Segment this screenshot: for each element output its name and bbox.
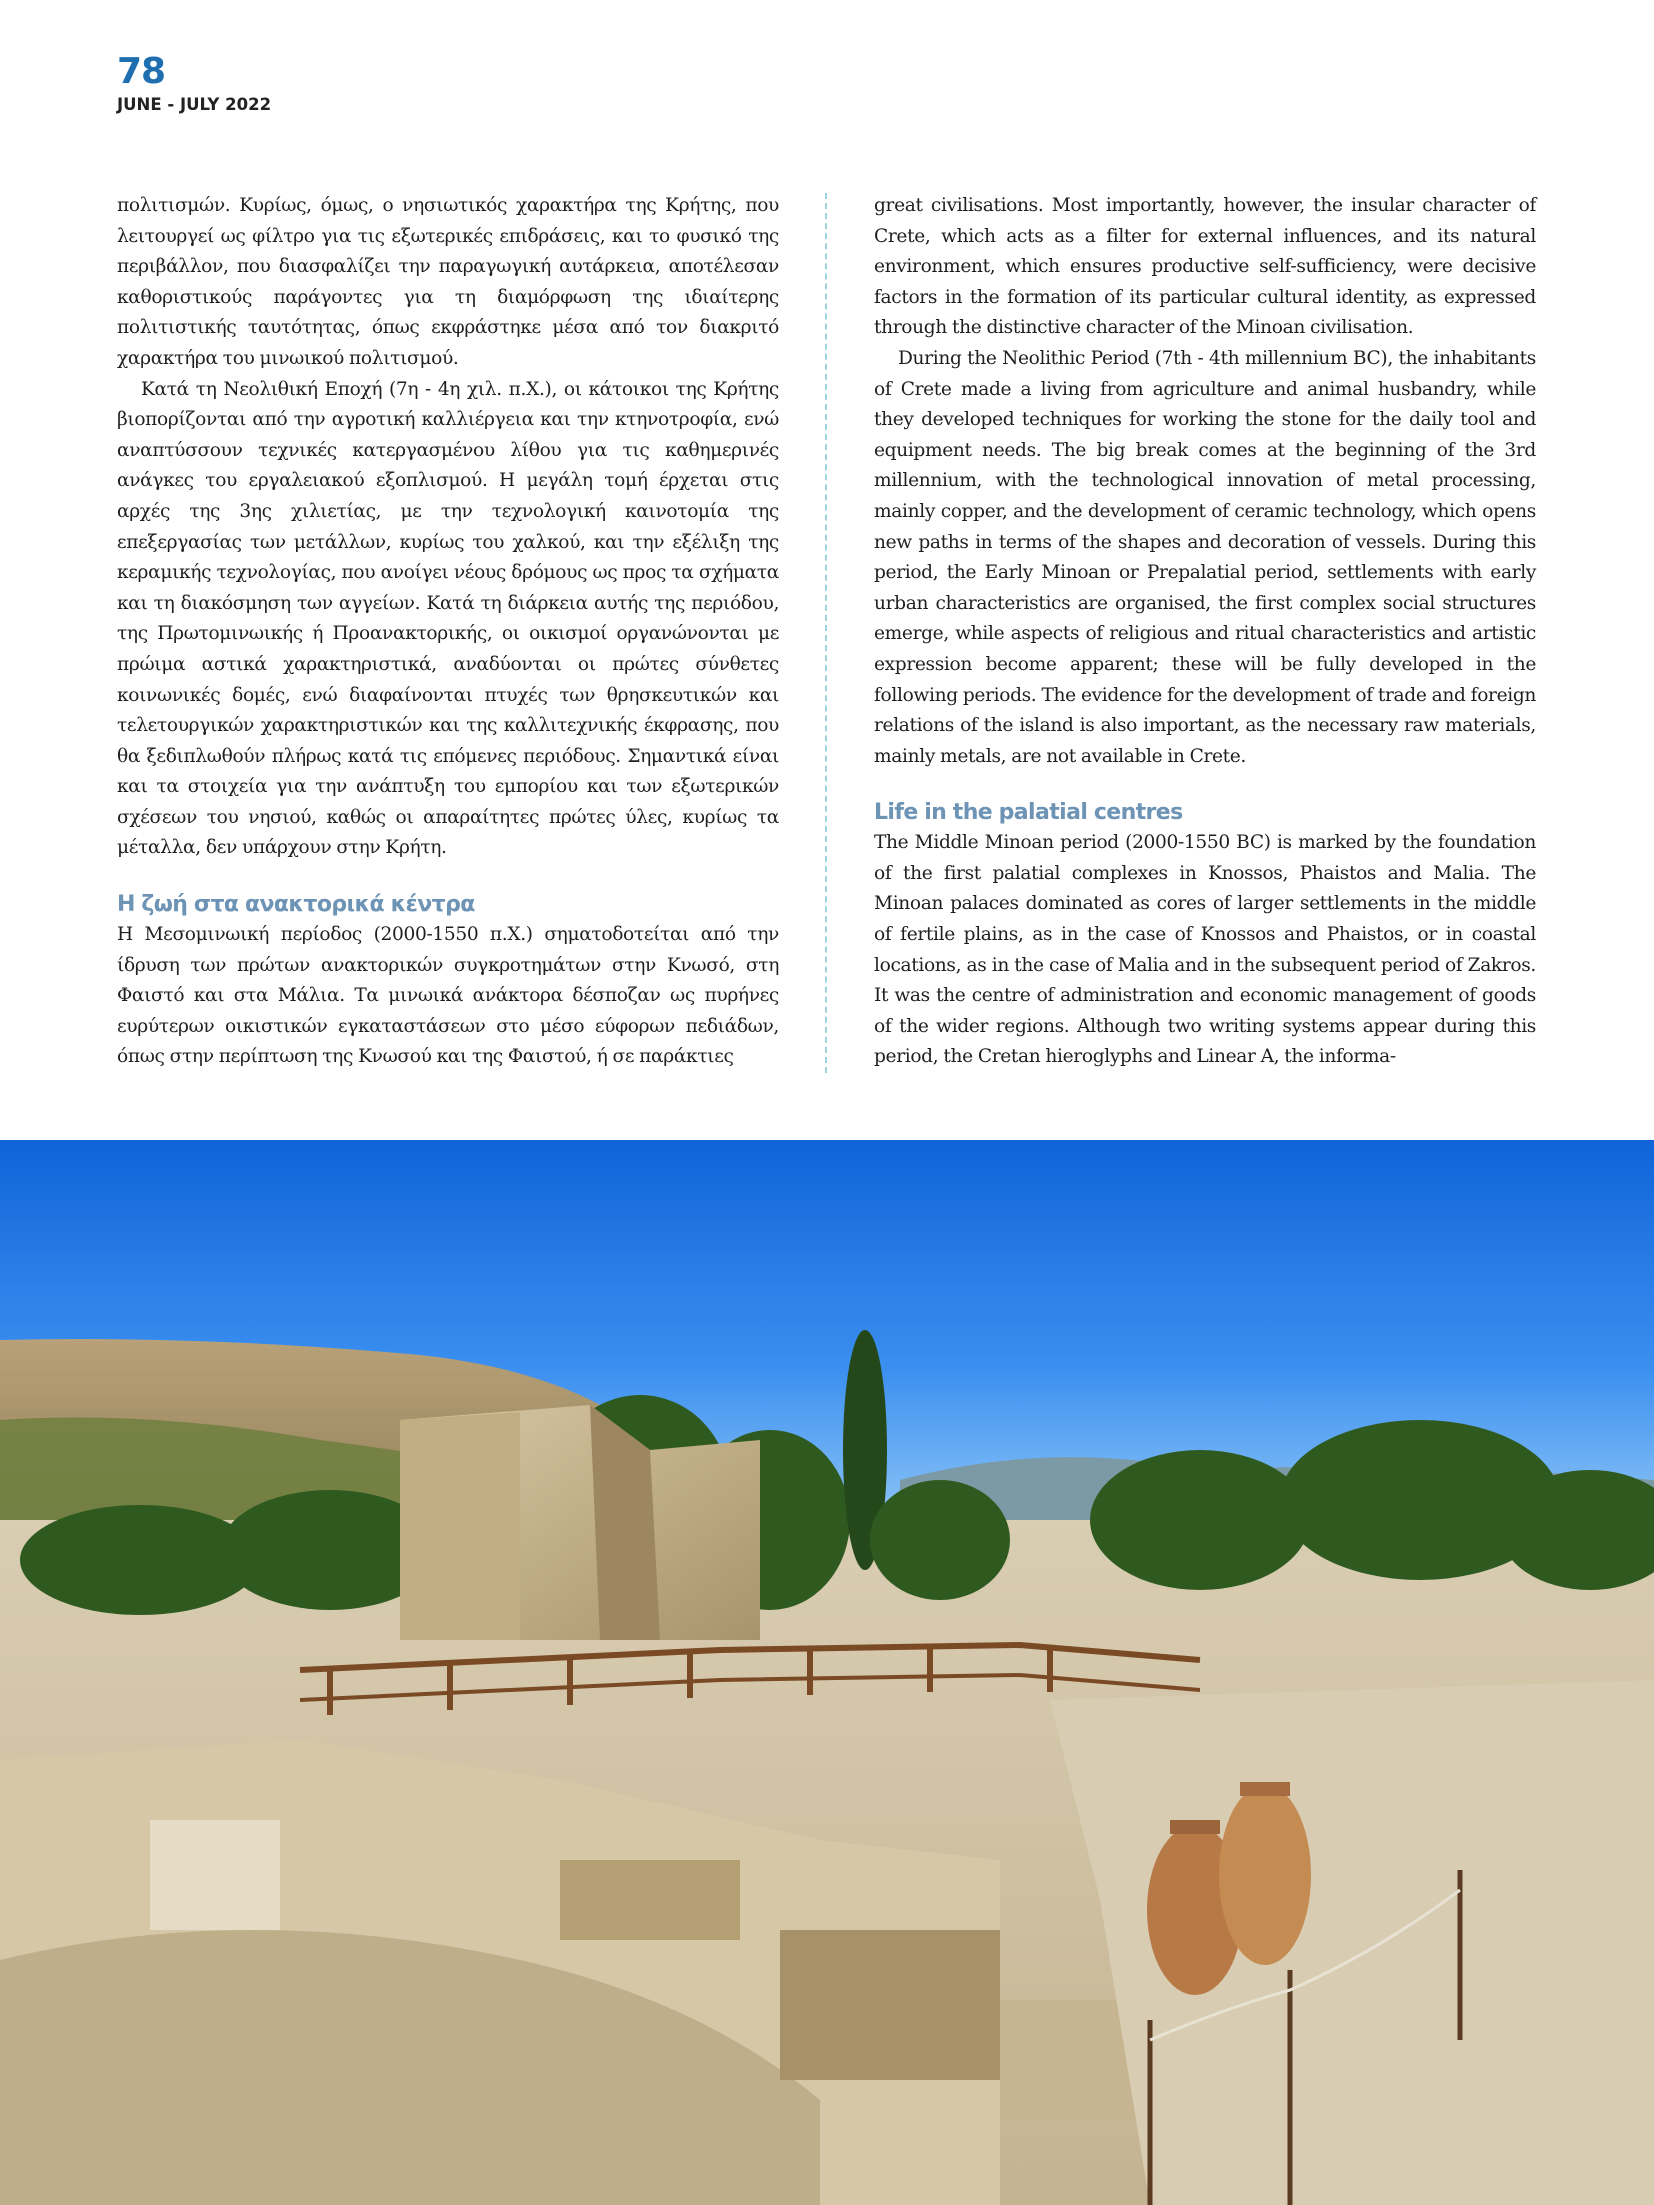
greek-paragraph-1: πολιτισμών. Κυρίως, όμως, ο νησιωτικός χαρακτήρα της Κρήτης, που λειτουργεί ως φίλτρο για τις εξωτερικές επιδράσεις, και το φυσικό της περιβάλλον, που διασφαλίζει την παραγωγική αυτάρκεια, αποτέλεσαν καθοριστικούς παράγοντες για τη διαμόρφωση της ιδιαίτερης πολιτιστικής ταυτότητας, όπως εκφράστηκε μέσα από τον διακριτό χαρακτήρα του μινωικού πολιτισμού. — [117, 195, 779, 369]
english-paragraph-3: The Middle Minoan period (2000-1550 BC) is marked by the foundation of the first palatial complexes in Knossos, Phaistos and Malia. The Minoan palaces dominated as cores of larger settlements in the middle of fertile plains, as in the case of Knossos and Phaistos, or in coastal locations, as in the case of Malia and in the subsequent period of Zakros. It was the centre of administration and economic management of goods of the wider regions. Although two writing systems appear during this period, the Cretan hieroglyphs and Linear A, the informa- — [874, 832, 1536, 1068]
english-section-heading: Life in the palatial centres — [874, 800, 1183, 826]
greek-section-heading: Η ζωή στα ανακτορικά κέντρα — [117, 892, 475, 918]
column-divider — [825, 193, 827, 1073]
english-column — [874, 191, 1536, 1073]
greek-paragraph-2: Κατά τη Νεολιθική Εποχή (7η - 4η χιλ. π.Χ.), οι κάτοικοι της Κρήτης βιοπορίζονται από την αγροτική καλλιέργεια και την κτηνοτροφία, ενώ αναπτύσσουν τεχνικές κατεργασμένου λίθου για τις καθημερινές ανάγκες του εργαλειακού εξοπλισμού. Η μεγάλη τομή έρχεται στις αρχές της 3ης χιλιετίας, με την τεχνολογική καινοτομία της επεξεργασίας των μετάλλων, κυρίως του χαλκού, και την εξέλιξη της κεραμικής τεχνολογίας, που ανοίγει νέους δρόμους ως προς τα σχήματα και τη διακόσμηση των αγγείων. Κατά τη διάρκεια αυτής της περιόδου, της Πρωτομινωικής ή Προανακτορικής, οι οικισμοί οργανώνονται με πρώιμα αστικά χαρακτηριστικά, αναδύονται οι πρώτες σύνθετες κοινωνικές δομές, ενώ διαφαίνονται πτυχές των θρησκευτικών και τελετουργικών χαρακτηριστικών και της καλλιτεχνικής έκφρασης, που θα ξεδιπλωθούν πλήρως κατά τις επόμενες περιόδους. Σημαντικά είναι και τα στοιχεία για την ανάπτυξη του εμπορίου και των εξωτερικών σχέσεων του νησιού, καθώς οι απαραίτητες πρώτες ύλες, κυρίως τα μέταλλα, δεν υπάρχουν στην Κρήτη. — [117, 378, 779, 859]
greek-column — [117, 191, 779, 1073]
knossos-ruins-photo — [0, 1140, 1654, 2205]
english-paragraph-1: great civilisations. Most importantly, however, the insular character of Crete, which acts as a filter for external influences, and its natural environment, which ensures productive self-sufficiency, were decisive factors in the formation of its particular cultural identity, as expressed through the distinctive character of the Minoan civilisation. — [874, 195, 1536, 339]
courtyard — [1050, 1680, 1654, 2205]
english-paragraph-2: During the Neolithic Period (7th - 4th millennium BC), the inhabitants of Crete made a living from agriculture and animal husbandry, while they developed techniques for working the stone for the daily tool and equipment needs. The big break comes at the beginning of the 3rd millennium, with the technological innovation of metal processing, mainly copper, and the development of ceramic technology, which opens new paths in terms of the shapes and decoration of vessels. During this period, the Early Minoan or Prepalatial period, settlements with early urban characteristics are organised, the first complex social structures emerge, while aspects of religious and ritual characteristics and artistic expression become apparent; these will be fully developed in the following periods. The evidence for the development of trade and foreign relations of the island is also important, as the necessary raw materials, mainly metals, are not available in Crete. — [874, 347, 1536, 767]
greek-paragraph-3: Η Μεσομινωική περίοδος (2000-1550 π.Χ.) σηματοδοτείται από την ίδρυση των πρώτων ανακτορικών συγκροτημάτων στην Κνωσό, στη Φαιστό και στα Μάλια. Τα μινωικά ανάκτορα δέσποζαν ως πυρήνες ευρύτερων οικιστικών εγκαταστάσεων στο μέσο εύφορων πεδιάδων, όπως στην περίπτωση της Κνωσού και της Φαιστού, ή σε παράκτιες — [117, 924, 779, 1068]
page-number: 78 — [117, 51, 166, 92]
issue-date: JUNE - JULY 2022 — [117, 95, 272, 114]
page-header — [117, 52, 271, 116]
